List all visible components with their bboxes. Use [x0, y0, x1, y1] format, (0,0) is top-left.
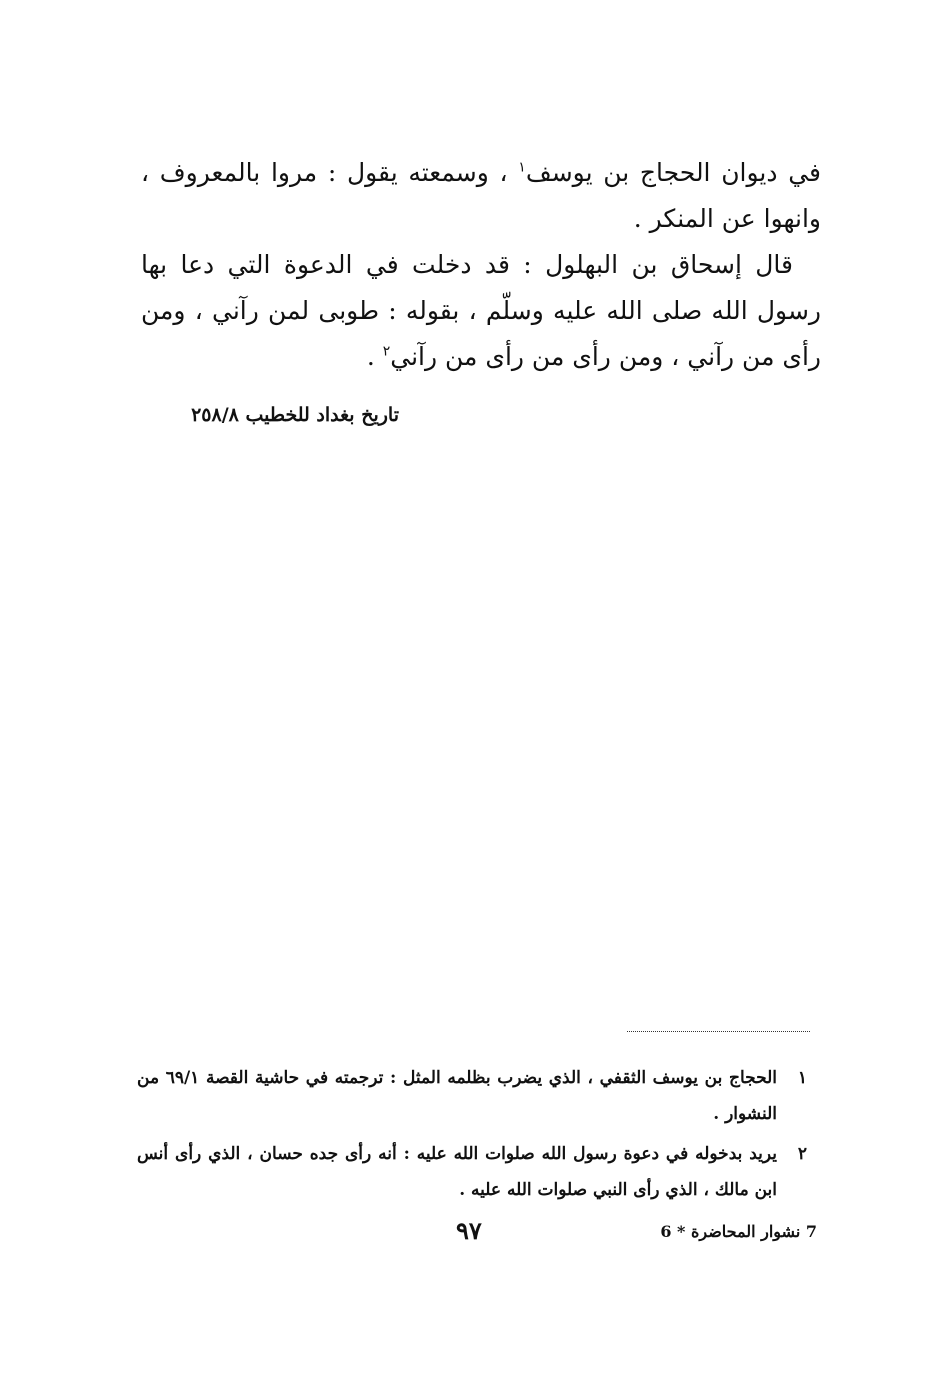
footnote-2-text: يريد بدخوله في دعوة رسول الله صلوات الله عليه : أنه رأى جده حسان ، الذي رأى أنس ابن مالك ، الذي رأى النبي صلوات الله عليه . — [137, 1144, 777, 1200]
footnote-1-number: ١ — [797, 1068, 807, 1088]
footnote-2 — [137, 1136, 807, 1208]
footnote-1 — [137, 1060, 807, 1132]
page-number: ٩٧ — [456, 1216, 482, 1245]
footnote-ref-2: ٢ — [382, 343, 391, 360]
source-citation: تاريخ بغداد للخطيب ٢٥٨/٨ — [191, 404, 399, 426]
footnote-2-number: ٢ — [797, 1144, 807, 1164]
paragraph-1-text: في ديوان الحجاج بن يوسف — [525, 158, 821, 187]
footnotes — [137, 1060, 807, 1212]
footnote-ref-1: ١ — [518, 159, 526, 176]
paragraph-2-text-after: . — [366, 342, 383, 371]
paragraph-2 — [141, 242, 821, 380]
main-text — [141, 150, 821, 380]
running-footer: 7 نشوار المحاضرة * 6 — [660, 1222, 817, 1241]
paragraph-1-text-after: ، وسمعته يقول : مروا بالمعروف ، وانهوا عن المنكر . — [141, 158, 821, 233]
footnote-1-text: الحجاج بن يوسف الثقفي ، الذي يضرب بظلمه المثل : ترجمته في حاشية القصة ٦٩/١ من النشوار . — [137, 1068, 777, 1124]
footnote-separator — [627, 1031, 810, 1032]
paragraph-2-text: قال إسحاق بن البهلول : قد دخلت في الدعوة التي دعا بها رسول الله صلى الله عليه وسلّم ، بقوله : طوبى لمن رآني ، ومن رأى من رآني ، ومن رأى من رأى من رآني — [141, 250, 821, 371]
paragraph-1 — [141, 150, 821, 242]
